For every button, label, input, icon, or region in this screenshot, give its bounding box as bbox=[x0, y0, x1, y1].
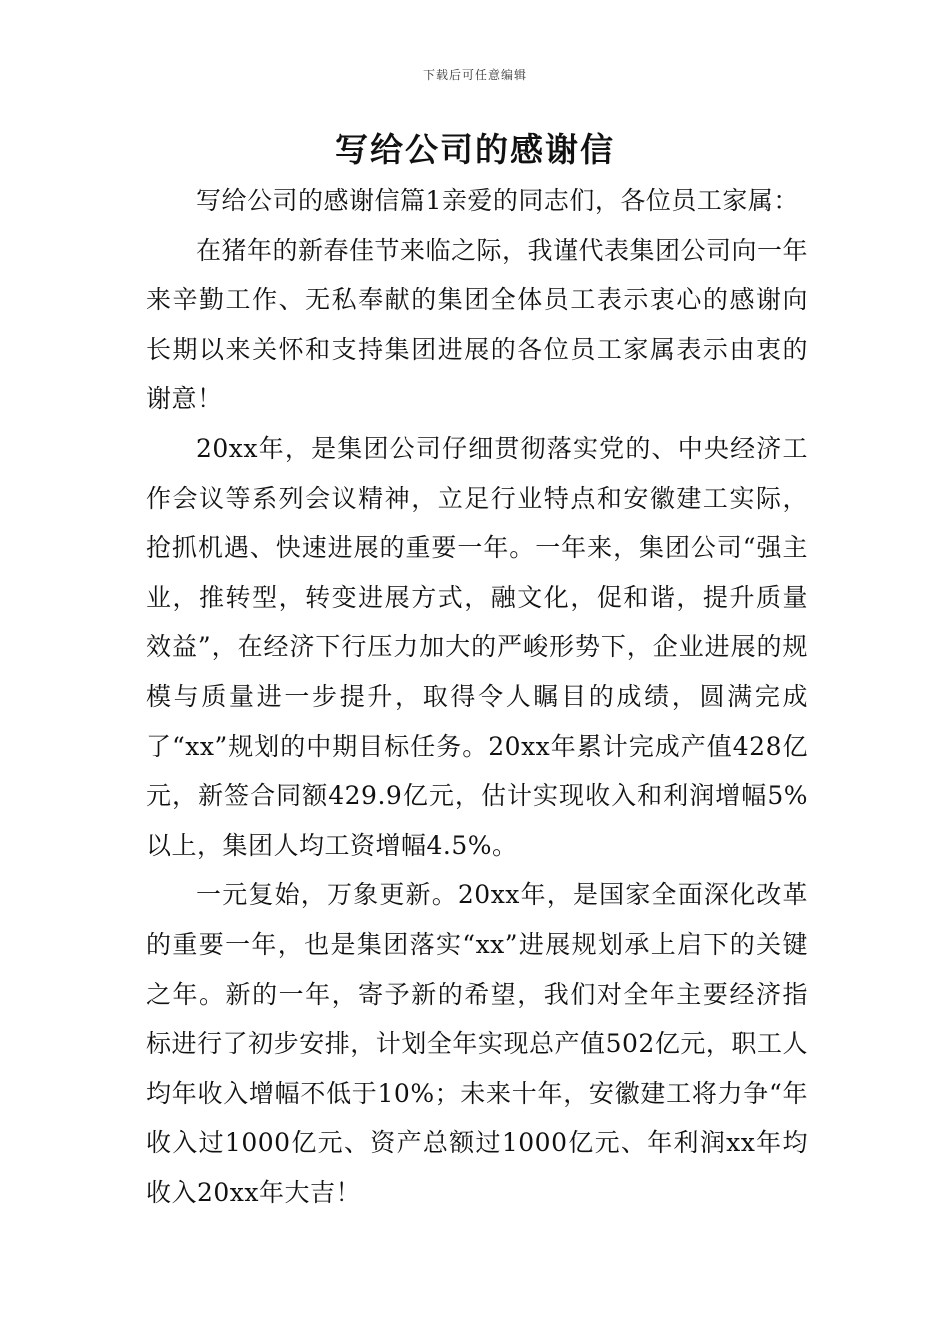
paragraph-2: 在猪年的新春佳节来临之际，我谨代表集团公司向一年来辛勤工作、无私奉献的集团全体员工表示衷心的感谢向长期以来关怀和支持集团进展的各位员工家属表示由衷的谢意！ bbox=[146, 235, 809, 414]
paragraph-4: 一元复始，万象更新。20xx年，是国家全面深化改革的重要一年，也是集团落实“xx”进展规划承上启下的关键之年。新的一年，寄予新的希望，我们对全年主要经济指标进行了初步安排，计划全年实现总产值502亿元，职工人均年收入增幅不低于10%；未来十年，安徽建工将力争“年收入过1000亿元、资产总额过1000亿元、年利润xx年均收入20xx年大吉！ bbox=[146, 880, 808, 1207]
document-body bbox=[146, 176, 808, 1217]
document-title: 写给公司的感谢信 bbox=[335, 130, 615, 169]
paragraph-3: 20xx年，是集团公司仔细贯彻落实党的、中央经济工作会议等系列会议精神，立足行业特点和安徽建工实际，抢抓机遇、快速进展的重要一年。一年来，集团公司“强主业，推转型，转变进展方式，融文化，促和谐，提升质量效益”，在经济下行压力加大的严峻形势下，企业进展的规模与质量进一步提升，取得令人瞩目的成绩，圆满完成了“xx”规划的中期目标任务。20xx年累计完成产值428亿元，新签合同额429.9亿元，估计实现收入和利润增幅5%以上，集团人均工资增幅4.5%。 bbox=[146, 433, 808, 860]
paragraph-1: 写给公司的感谢信篇1亲爱的同志们，各位员工家属： bbox=[196, 186, 799, 215]
header-note: 下载后可任意编辑 bbox=[422, 68, 527, 82]
